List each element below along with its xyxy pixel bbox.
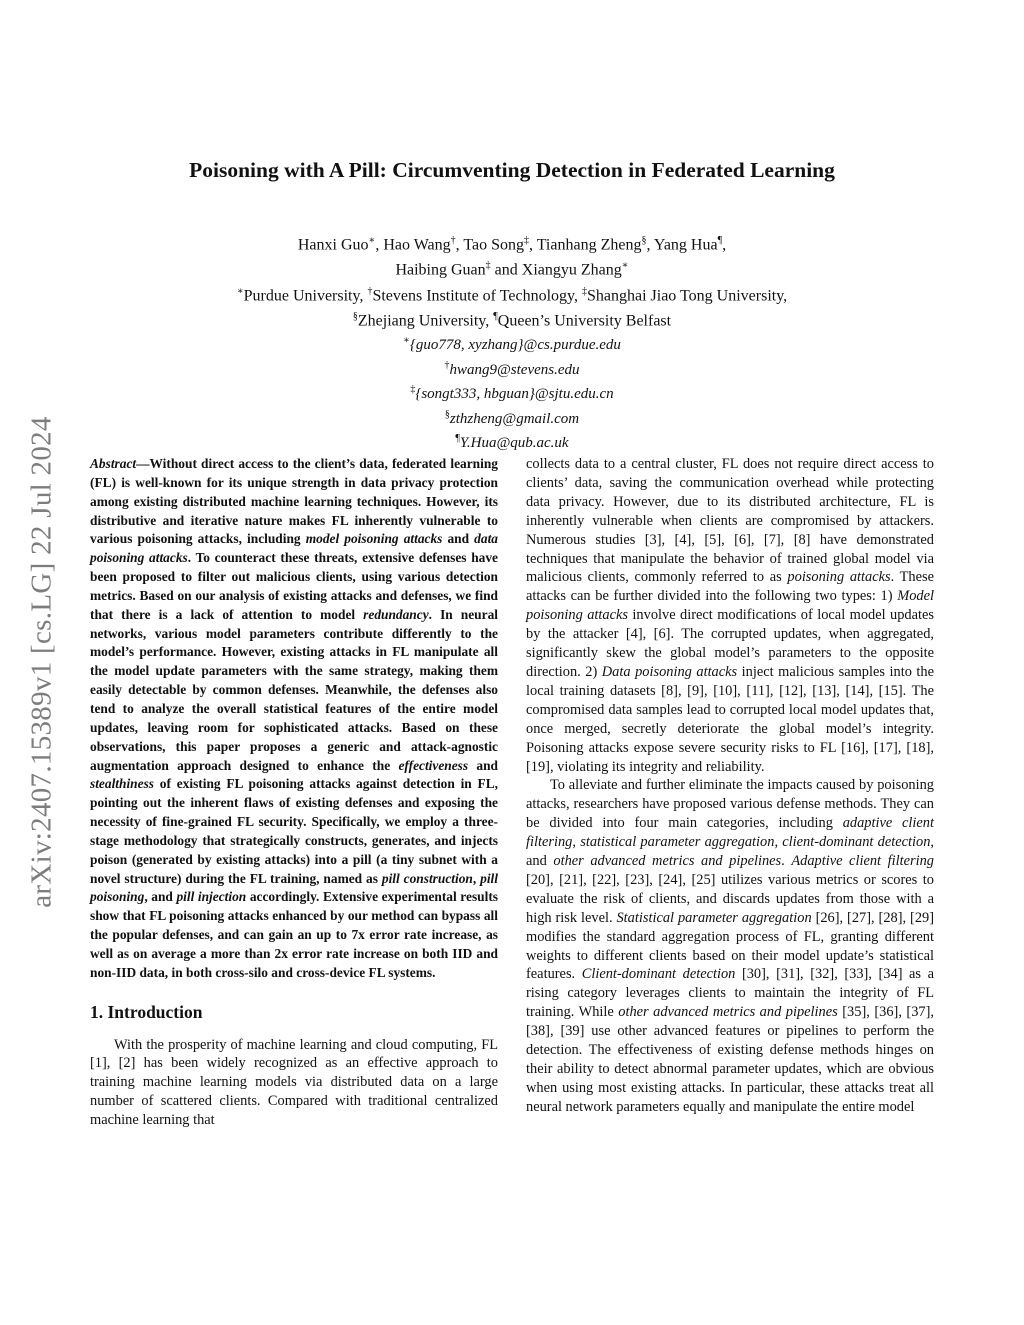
abstract: Abstract—Without direct access to the client’s data, federated learning (FL) is well-known for its unique strength in data privacy protection among existing distributed machine learning techniques. However, its distributive and iterative nature makes FL inherently vulnerable to various poisoning attacks, including model poisoning attacks and data poisoning attacks. To counteract these threats, extensive defenses have been proposed to filter out malicious clients, using various detection metrics. Based on our analysis of existing attacks and defenses, we find that there is a lack of attention to model redundancy. In neural networks, various model parameters contribute differently to the model’s performance. However, existing attacks in FL manipulate all the model update parameters with the same strategy, making them easily detectable by common defenses. Meanwhile, the defenses also tend to analyze the overall statistical features of the entire model updates, leaving room for sophisticated attacks. Based on these observations, this paper proposes a generic and attack-agnostic augmentation approach designed to enhance the effectiveness and stealthiness of existing FL poisoning attacks against detection in FL, pointing out the inherent flaws of existing defenses and exposing the necessity of fine-grained FL security. Specifically, we employ a three-stage methodology that strategically constructs, generates, and injects poison (generated by existing attacks) into a pill (a tiny subnet with a novel structure) during the FL training, named as pill construction, pill poisoning, and pill injection accordingly. Extensive experimental results show that FL poisoning attacks enhanced by our method can bypass all the popular defenses, and can gain an up to 7x error rate increase, as well as on average a more than 2x error rate increase on both IID and non-IID data, in both cross-silo and cross-device FL systems. bbox=[90, 456, 498, 980]
affiliations: ∗Purdue University, †Stevens Institute of Technology, ‡Shanghai Jiao Tong University, bbox=[236, 285, 788, 304]
body-paragraph-defenses: To alleviate and further eliminate the impacts caused by poisoning attacks, researchers have proposed various defense methods. They can be divided into four main categories, including adaptive client filtering, statistical parameter aggregation, client-dominant detection, and other advanced metrics and pipelines. Adaptive client filtering [20], [21], [22], [23], [24], [25] utilizes various metrics or scores to evaluate the risk of clients, and discards updates from those with a high risk level. Statistical parameter aggregation [26], [27], [28], [29] modifies the standard aggregation process of FL, granting different weights to different clients based on their model update’s statistical features. Client-dominant detection [30], [31], [32], [33], [34] as a rising category leverages clients to maintain the integrity of FL training. While other advanced metrics and pipelines [35], [36], [37], [38], [39] use other advanced features or pipelines to perform the detection. The effectiveness of existing defense methods hinges on their ability to detect abnormal parameter updates, which are obvious when using most existing attacks. In particular, these attacks treat all neural network parameters equally and manipulate the entire model bbox=[526, 777, 935, 1115]
author-block bbox=[90, 230, 934, 454]
email-purdue: ∗{guo778, xyzhang}@cs.purdue.edu bbox=[403, 335, 621, 354]
intro-paragraph: With the prosperity of machine learning and cloud computing, FL [1], [2] has been widely recognized as an effective approach to training machine learning models via distributed data on a large number of scattered clients. Compared with traditional centralized machine learning that bbox=[90, 1036, 498, 1129]
paper-title: Poisoning with A Pill: Circumventing Detection in Federated Learning bbox=[189, 158, 835, 182]
left-column bbox=[90, 455, 498, 1130]
author-list: Hanxi Guo∗, Hao Wang†, Tao Song‡, Tianhang Zheng§, Yang Hua¶, bbox=[297, 235, 727, 254]
email-qub: ¶Y.Hua@qub.ac.uk bbox=[455, 433, 569, 452]
right-column bbox=[526, 455, 934, 1117]
email-sjtu: ‡{songt333, hbguan}@sjtu.edu.cn bbox=[410, 384, 614, 403]
arxiv-identifier: arXiv:2407.15389v1 [cs.LG] 22 Jul 2024 bbox=[25, 416, 58, 908]
section-heading-introduction: 1. Introduction bbox=[90, 1001, 203, 1022]
email-zju: §zthzheng@gmail.com bbox=[444, 408, 580, 427]
author-list-continued: Haibing Guan‡ and Xiangyu Zhang∗ bbox=[395, 260, 629, 279]
body-paragraph-poisoning: collects data to a central cluster, FL does not require direct access to clients’ data, saving the communication overhead while protecting data privacy. However, due to its distributed architecture, FL is inherently vulnerable when clients are compromised by attackers. Numerous studies [3], [4], [5], [6], [7], [8] have demonstrated techniques that manipulate the behavior of trained global model via malicious clients, commonly referred to as poisoning attacks. These attacks can be further divided into the following two types: 1) Model poisoning attacks involve direct modifications of local model updates by the attacker [4], [6]. The corrupted updates, when aggregated, significantly skew the global model’s parameters to the opposite direction. 2) Data poisoning attacks inject malicious samples into the local training datasets [8], [9], [10], [11], [12], [13], [14], [15]. The compromised data samples lead to corrupted local model updates that, once merged, secretly deteriorate the global model’s integrity. Poisoning attacks expose severe security risks to FL [16], [17], [18], [19], violating its integrity and reliability. bbox=[526, 456, 935, 775]
email-stevens: †hwang9@stevens.edu bbox=[444, 359, 580, 378]
affiliations-continued: §Zhejiang University, ¶Queen’s University Belfast bbox=[352, 310, 672, 330]
